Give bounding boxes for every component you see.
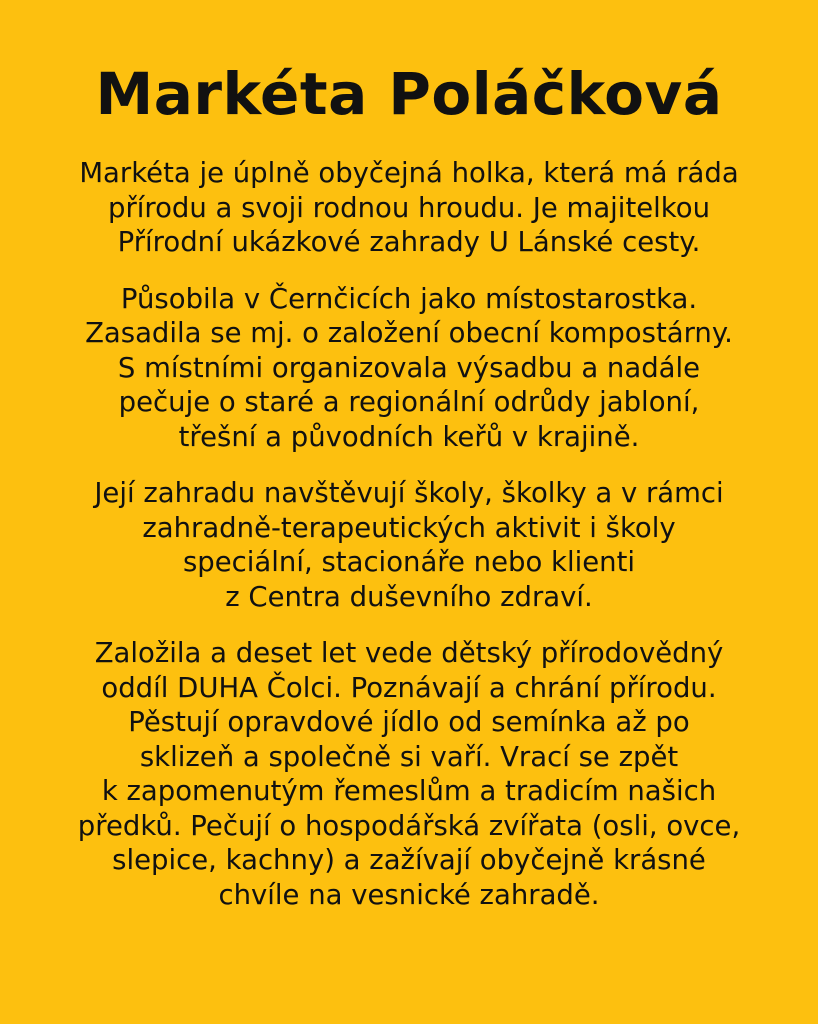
paragraph-line: slepice, kachny) a zažívají obyčejně krásné (112, 844, 706, 876)
paragraph-line: speciální, stacionáře nebo klienti (182, 546, 636, 578)
paragraph-line: třešní a původních keřů v krajině. (178, 420, 640, 453)
paragraph-line: k zapomenutým řemeslům a tradicím našich (101, 775, 717, 807)
paragraph-line: Pěstují opravdové jídlo od semínka až po (128, 706, 690, 738)
paragraph-line: S místními organizovala výsadbu a nadále (117, 351, 701, 384)
paragraph-public-service (24, 282, 794, 455)
paragraph-line: předků. Pečují o hospodářská zvířata (osli, ovce, (77, 809, 741, 842)
paragraph-garden-visitors (24, 476, 794, 614)
paragraph-line: Přírodní ukázkové zahrady U Lánské cesty. (117, 226, 701, 258)
paragraph-line: Založila a deset let vede dětský přírodovědný (94, 637, 724, 669)
paragraph-line: sklizeň a společně si vaří. Vrací se zpět (139, 740, 679, 773)
paragraph-line: Zasadila se mj. o založení obecní kompostárny. (85, 317, 733, 349)
paragraph-duha-club (24, 636, 794, 912)
paragraph-line: chvíle na vesnické zahradě. (218, 878, 600, 911)
paragraph-line: pečuje o staré a regionální odrůdy jabloní, (118, 386, 700, 418)
paragraph-intro (24, 156, 794, 260)
paragraph-line: přírodu a svoji rodnou hroudu. Je majitelkou (108, 191, 710, 224)
paragraph-line: Působila v Černčicích jako místostarostka. (120, 282, 698, 315)
paragraph-line: oddíl DUHA Čolci. Poznávají a chrání přírodu. (101, 671, 717, 704)
paragraph-line: Markéta je úplně obyčejná holka, která má ráda (79, 157, 739, 189)
page-title: Markéta Poláčková (95, 60, 723, 128)
paragraph-line: zahradně-terapeutických aktivit i školy (142, 511, 676, 544)
paragraph-line: z Centra duševního zdraví. (225, 580, 593, 613)
paragraph-line: Její zahradu navštěvují školy, školky a v rámci (94, 477, 724, 509)
